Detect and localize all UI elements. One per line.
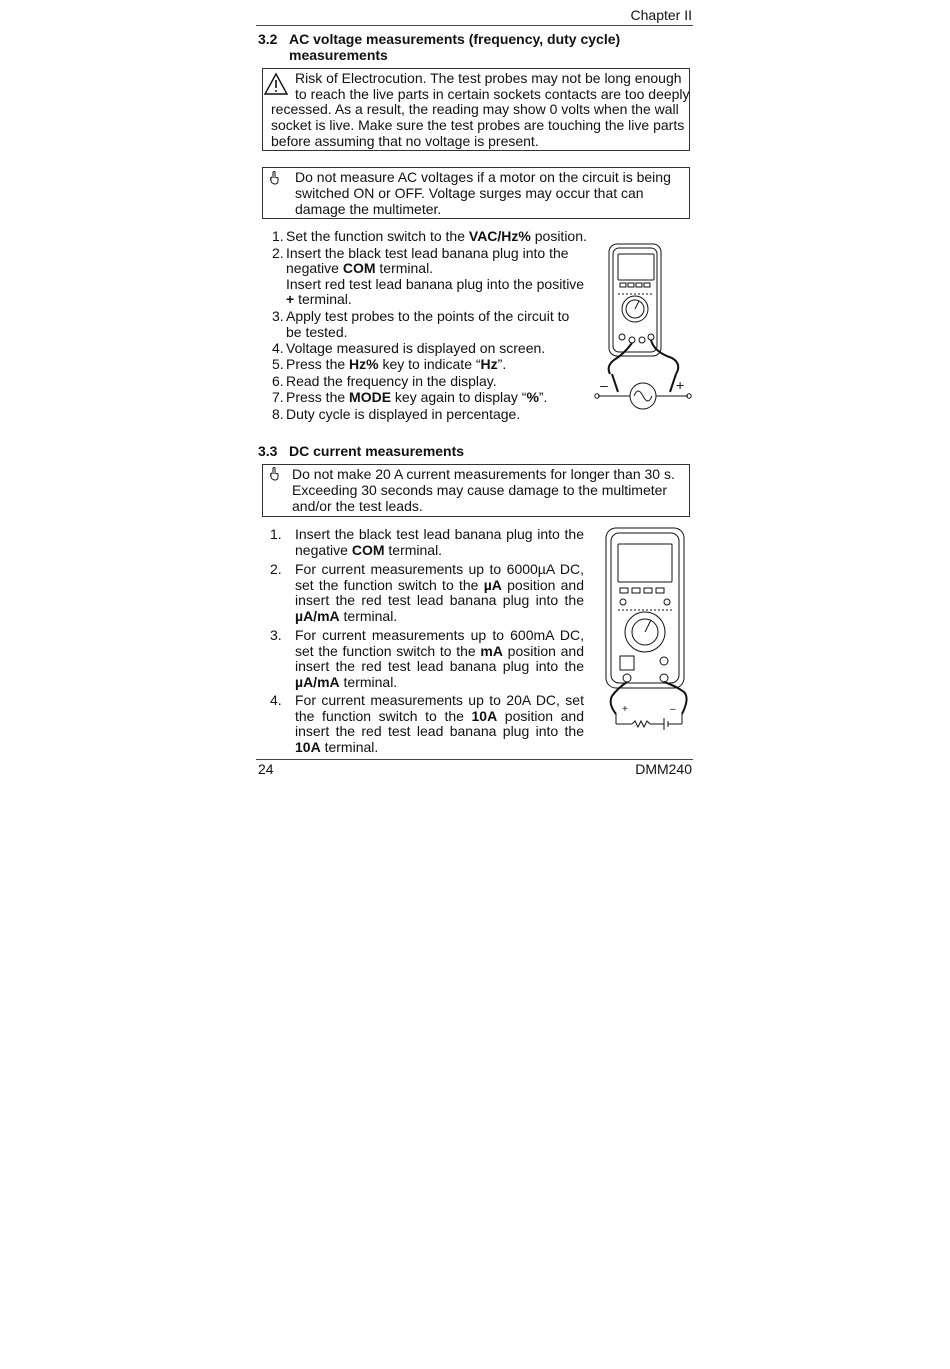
warning-line-2: to reach the live parts in certain sockets contacts are too deeply bbox=[295, 86, 690, 102]
chapter-header: Chapter II bbox=[630, 7, 692, 23]
step-number: 1. bbox=[270, 526, 282, 542]
current-note-line-1: Do not make 20 A current measurements for longer than 30 s. bbox=[292, 466, 675, 482]
current-note-line-2: Exceeding 30 seconds may cause damage to the multimeter bbox=[292, 482, 668, 498]
minus-label: – bbox=[670, 704, 676, 715]
section-3-2-title-line2: measurements bbox=[289, 47, 388, 63]
plus-label: + bbox=[676, 377, 685, 393]
ac-voltage-multimeter-figure bbox=[594, 242, 694, 412]
plus-label: + bbox=[622, 704, 628, 715]
current-note-line-3: and/or the test leads. bbox=[292, 498, 423, 514]
section-3-2-title-line1: AC voltage measurements (frequency, duty cycle) bbox=[289, 31, 621, 47]
section-3-3-number: 3.3 bbox=[258, 443, 278, 459]
dc-current-multimeter-figure bbox=[604, 526, 694, 736]
pointing-hand-icon bbox=[268, 171, 280, 185]
step-number: 8. bbox=[272, 406, 284, 422]
dc-circuit bbox=[616, 714, 682, 730]
step-number: 3. bbox=[272, 308, 284, 324]
step-3-line-2: be tested. bbox=[286, 324, 348, 340]
header-rule bbox=[256, 25, 693, 26]
step-number: 7. bbox=[272, 389, 284, 405]
step-2-line-3: Insert red test lead banana plug into the positive bbox=[286, 276, 585, 292]
test-leads bbox=[609, 340, 679, 374]
step-6-text: Read the frequency in the display. bbox=[286, 373, 497, 389]
motor-note-line-2: switched ON or OFF. Voltage surges may occur that can bbox=[295, 185, 644, 201]
step-3-line-1: Apply test probes to the points of the circuit to bbox=[286, 308, 570, 324]
step-number: 4. bbox=[270, 692, 282, 708]
step-2-line-1: Insert the black test lead banana plug into the bbox=[286, 245, 569, 261]
step-number: 3. bbox=[270, 627, 282, 643]
dc-step-1-text: Insert the black test lead banana plug into the negative COM terminal. bbox=[295, 526, 584, 558]
step-4-text: Voltage measured is displayed on screen. bbox=[286, 340, 546, 356]
minus-label: – bbox=[600, 377, 608, 393]
step-2-line-4: + terminal. bbox=[286, 291, 352, 307]
warning-line-1: Risk of Electrocution. The test probes may not be long enough bbox=[295, 70, 682, 86]
step-number: 4. bbox=[272, 340, 284, 356]
step-number: 5. bbox=[272, 356, 284, 372]
step-1-text: Set the function switch to the VAC/Hz% position. bbox=[286, 228, 587, 244]
page-number: 24 bbox=[258, 761, 274, 777]
warning-triangle-icon bbox=[264, 72, 288, 96]
multimeter-body bbox=[606, 528, 684, 688]
warning-line-3: recessed. As a result, the reading may show 0 volts when the wall bbox=[271, 101, 679, 117]
dc-step-3-text: For current measurements up to 600mA DC, set the function switch to the mA position and insert the red test lead banana plug into the µA/mA terminal. bbox=[295, 627, 584, 690]
model-name: DMM240 bbox=[635, 761, 692, 777]
warning-line-5: before assuming that no voltage is present. bbox=[271, 133, 539, 149]
warning-line-4: socket is live. Make sure the test probes are touching the live parts bbox=[271, 117, 685, 133]
dc-step-4-text: For current measurements up to 20A DC, set the function switch to the 10A position and insert the red test lead banana plug into the 10A terminal. bbox=[295, 692, 584, 755]
step-number: 2. bbox=[270, 561, 282, 577]
step-7-text: Press the MODE key again to display “%”. bbox=[286, 389, 548, 405]
section-3-2-number: 3.2 bbox=[258, 31, 278, 47]
step-number: 2. bbox=[272, 245, 284, 261]
dc-step-2-text: For current measurements up to 6000µA DC, set the function switch to the µA position and insert the red test lead banana plug into the µA/mA terminal. bbox=[295, 561, 584, 624]
step-2-line-2: negative COM terminal. bbox=[286, 260, 434, 276]
footer-rule bbox=[256, 759, 693, 760]
motor-note-line-1: Do not measure AC voltages if a motor on the circuit is being bbox=[295, 169, 671, 185]
step-number: 6. bbox=[272, 373, 284, 389]
step-8-text: Duty cycle is displayed in percentage. bbox=[286, 406, 521, 422]
step-number: 1. bbox=[272, 228, 284, 244]
step-5-text: Press the Hz% key to indicate “Hz”. bbox=[286, 356, 507, 372]
section-3-3-title: DC current measurements bbox=[289, 443, 465, 459]
multimeter-body bbox=[609, 244, 661, 356]
motor-note-line-3: damage the multimeter. bbox=[295, 201, 442, 217]
pointing-hand-icon bbox=[268, 467, 280, 481]
